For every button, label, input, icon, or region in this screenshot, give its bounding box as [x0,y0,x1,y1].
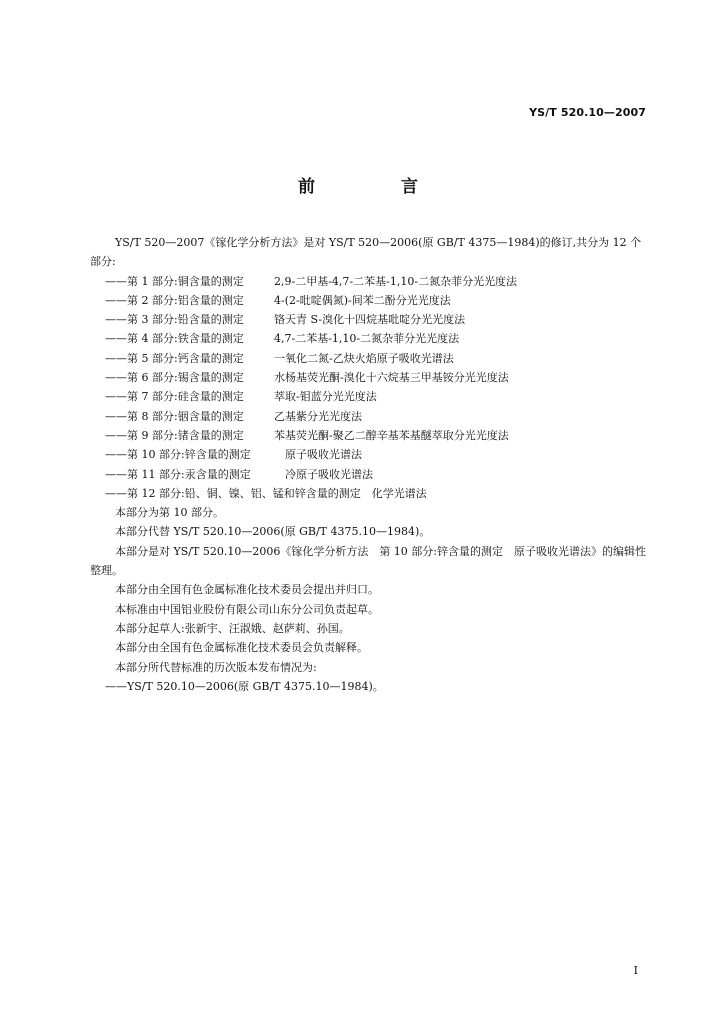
list-item [0,310,716,329]
part-name: ——第 9 部分:锗含量的测定 [105,428,244,442]
list-item [0,387,716,406]
standard-number: YS/T 520.10—2007 [529,106,646,119]
part-name: ——第 3 部分:铅含量的测定 [105,313,244,327]
list-item [0,272,716,291]
list-item [0,329,716,348]
part-method: 冷原子吸收光谱法 [285,467,373,481]
part-method: 2,9-二甲基-4,7-二苯基-1,10-二氮杂菲分光光度法 [274,274,518,288]
drafted-by-statement: 本标准由中国铝业股份有限公司山东分公司负责起草。 [115,602,379,616]
revision-statement: 本部分是对 YS/T 520.10—2006《镓化学分析方法 第 10 部分:锌含量的测定 原子吸收光谱法》的编辑性整理。 [90,544,647,578]
part-name: ——第 8 部分:铟含量的测定 [105,409,244,423]
part-method: 乙基紫分光光度法 [274,409,362,423]
part-method: 水杨基荧光酮-溴化十六烷基三甲基铵分光光度法 [274,371,509,385]
part-name: ——第 1 部分:铜含量的测定 [105,274,244,288]
part-name: ——第 5 部分:钙含量的测定 [105,351,244,365]
foreword-body [0,233,716,696]
part-method: 铬天青 S-溴化十四烷基吡啶分光光度法 [274,313,466,327]
list-item [0,484,716,503]
list-item [0,291,716,310]
list-item [0,349,716,368]
list-item [0,407,716,426]
part-method: 一氧化二氮-乙炔火焰原子吸收光谱法 [274,351,454,365]
list-item [0,368,716,387]
part-name: ——第 7 部分:硅含量的测定 [105,390,244,404]
replaces-statement: 本部分代替 YS/T 520.10—2006(原 GB/T 4375.10—1984)。 [115,525,431,539]
part-method: 4-(2-吡啶偶氮)-间苯二酚分光光度法 [274,293,451,307]
drafters-statement: 本部分起草人:张新宇、汪淑娥、赵萨莉、孙国。 [115,621,350,635]
this-part-statement: 本部分为第 10 部分。 [115,506,224,520]
part-name: ——第 2 部分:铝含量的测定 [105,293,244,307]
part-method: 4,7-二苯基-1,10-二氮杂菲分光光度法 [274,332,460,346]
part-method: 苯基荧光酮-聚乙二醇辛基苯基醚萃取分光光度法 [274,428,509,442]
part-name: ——第 4 部分:铁含量的测定 [105,332,244,346]
interpretation-statement: 本部分由全国有色金属标准化技术委员会负责解释。 [115,641,368,655]
parts-list [0,272,716,504]
list-item [0,465,716,484]
page-title: 前 言 [298,177,458,197]
history-label: 本部分所代替标准的历次版本发布情况为: [115,660,317,674]
proposed-by-statement: 本部分由全国有色金属标准化技术委员会提出并归口。 [115,583,379,597]
history-item: ——YS/T 520.10—2006(原 GB/T 4375.10—1984)。 [105,679,384,693]
part-name: ——第 11 部分:汞含量的测定 [105,467,251,481]
part-name: ——第 6 部分:锡含量的测定 [105,371,244,385]
part-method: 化学光谱法 [371,486,427,500]
list-item [0,426,716,445]
list-item [0,445,716,464]
part-method: 萃取-钼蓝分光光度法 [274,390,377,404]
part-name: ——第 10 部分:锌含量的测定 [105,448,251,462]
part-name: ——第 12 部分:铅、铜、镍、铝、锰和锌含量的测定 [105,486,361,500]
part-method: 原子吸收光谱法 [285,448,362,462]
intro-paragraph: YS/T 520—2007《镓化学分析方法》是对 YS/T 520—2006(原 GB/T 4375—1984)的修订,共分为 12 个部分: [90,236,642,269]
page-number: I [633,964,638,977]
